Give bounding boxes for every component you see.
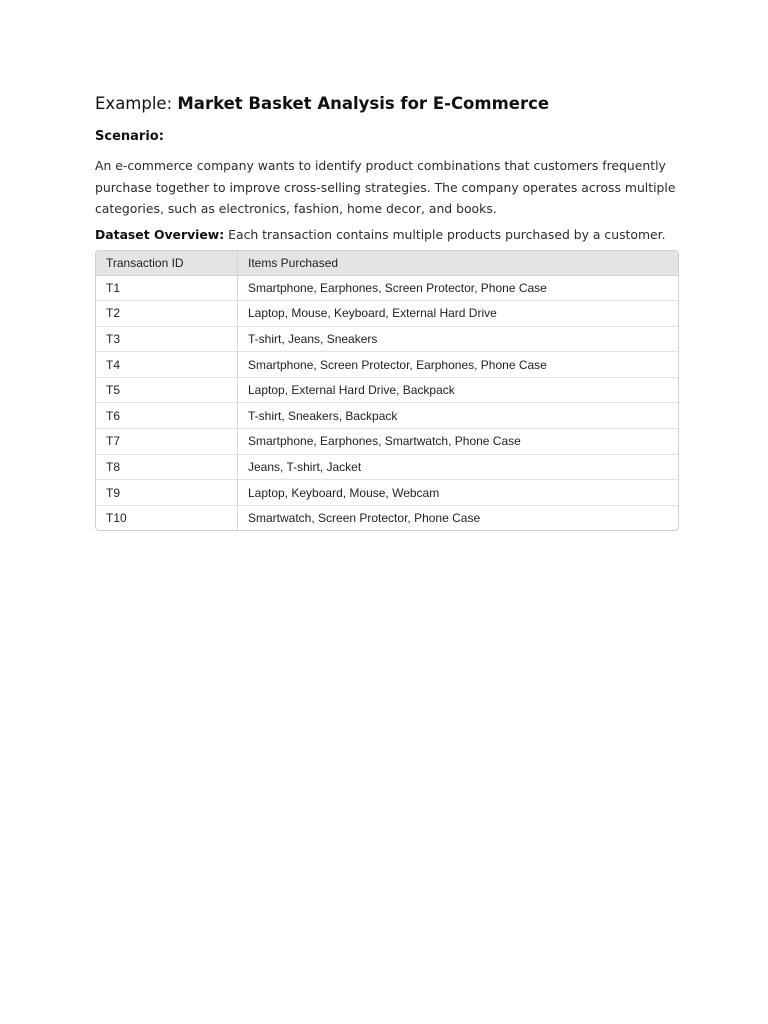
transactions-table [96, 251, 678, 531]
dataset-overview [95, 226, 679, 244]
items-purchased-cell: Laptop, Mouse, Keyboard, External Hard Drive [238, 301, 679, 327]
column-header-transaction-id: Transaction ID [96, 251, 238, 276]
transaction-id-cell: T6 [96, 403, 238, 429]
items-purchased-cell: T-shirt, Jeans, Sneakers [238, 326, 679, 352]
scenario-heading: Scenario: [95, 129, 164, 144]
column-header-items-purchased: Items Purchased [238, 251, 679, 276]
transaction-id-cell: T7 [96, 429, 238, 455]
transaction-id-cell: T4 [96, 352, 238, 378]
dataset-overview-label: Dataset Overview: [95, 226, 225, 242]
transaction-id-cell: T1 [96, 275, 238, 301]
table-row [96, 352, 678, 378]
page-title [95, 92, 679, 116]
transactions-table-container [95, 250, 679, 532]
title-prefix: Example: [95, 94, 178, 113]
transaction-id-cell: T8 [96, 454, 238, 480]
dataset-overview-text: Each transaction contains multiple products purchased by a customer. [224, 226, 666, 242]
transaction-id-cell: T3 [96, 326, 238, 352]
table-row [96, 326, 678, 352]
items-purchased-cell: Smartphone, Earphones, Screen Protector, Phone Case [248, 280, 547, 295]
table-row [96, 480, 678, 506]
table-header-row [96, 251, 678, 276]
table-row [96, 454, 678, 480]
document [95, 92, 679, 531]
items-purchased-cell: T-shirt, Sneakers, Backpack [238, 403, 679, 429]
table-row [96, 301, 678, 327]
scenario-paragraph: An e-commerce company wants to identify product combinations that customers frequently purchase together to improve cross-selling strategies. The company operates across multiple categories, such as electronics, fashion, home decor, and books. [95, 158, 676, 216]
items-purchased-cell: Laptop, Keyboard, Mouse, Webcam [238, 480, 679, 506]
table-row [96, 275, 678, 301]
transaction-id-cell: T2 [96, 301, 238, 327]
table-row [96, 403, 678, 429]
transaction-id-cell: T5 [96, 377, 238, 403]
items-purchased-cell: Jeans, T-shirt, Jacket [238, 454, 679, 480]
items-purchased-cell: Laptop, External Hard Drive, Backpack [238, 377, 679, 403]
transaction-id-cell: T10 [96, 505, 238, 530]
table-row [96, 429, 678, 455]
transaction-id-cell: T9 [96, 480, 238, 506]
items-purchased-cell: Smartphone, Screen Protector, Earphones, Phone Case [238, 352, 679, 378]
items-purchased-cell: Smartwatch, Screen Protector, Phone Case [238, 505, 679, 530]
table-row [96, 505, 678, 530]
title-main: Market Basket Analysis for E-Commerce [177, 94, 550, 113]
items-purchased-cell: Smartphone, Earphones, Smartwatch, Phone Case [238, 429, 679, 455]
table-row [96, 377, 678, 403]
